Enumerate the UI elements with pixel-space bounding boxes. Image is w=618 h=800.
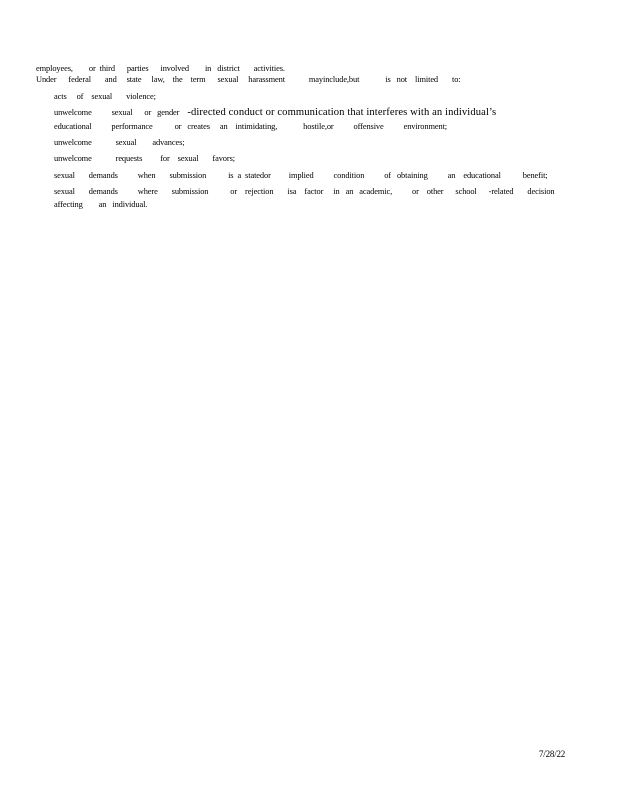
bullet-text: unwelcome requests for sexual favors; [54,154,235,163]
bullet-text: unwelcome sexual advances; [54,138,185,147]
bullet-text [54,107,564,119]
intro-line-harassment-definition: Under federal and state law, the term sexual harassment mayinclude,but is not limited to: [36,75,461,84]
bullet-text-part-large: -directed conduct or communication that interferes with an individual’s [187,107,497,118]
footer-date: 7/28/22 [539,749,566,759]
bullet-text: sexual demands when submission is a statedor implied condition of obtaining an educational benefit; [54,171,548,180]
bullet-text-continued: educational performance or creates an intimidating, hostile,or offensive environment; [54,122,448,131]
intro-line-employees: employees, or third parties involved in district activities. [36,64,285,73]
bullet-text-continued: affecting an individual. [54,200,148,209]
bullet-text-part-small: unwelcome sexual or gender [54,108,188,117]
bullet-text: acts of sexual violence; [54,92,156,101]
bullet-text: sexual demands where submission or rejection isa factor in an academic, or other school -related decision [54,187,555,196]
